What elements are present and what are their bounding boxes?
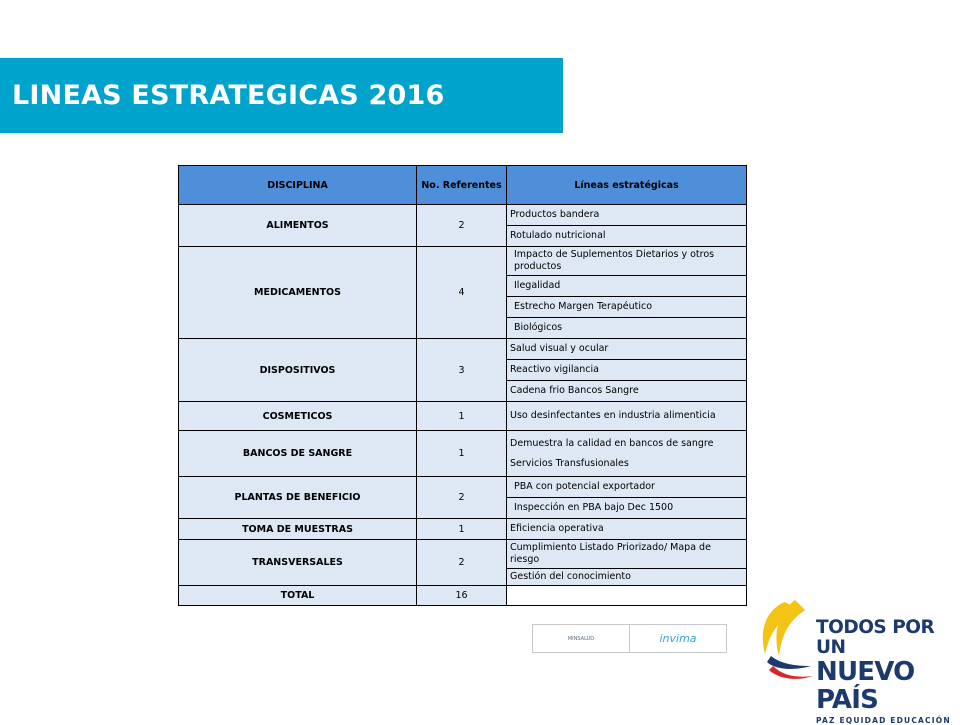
total-value: 16: [417, 586, 507, 606]
strategic-line-cell: Gestión del conocimiento: [507, 569, 747, 586]
page-title: LINEAS ESTRATEGICAS 2016: [12, 80, 445, 111]
strategic-line-cell: Estrecho Margen Terapéutico: [507, 297, 747, 318]
strategic-line-text: Servicios Transfusionales: [510, 457, 629, 469]
total-row: [179, 586, 747, 606]
table-row: [179, 205, 747, 226]
referents-cell: 1: [417, 519, 507, 540]
strategic-line-cell: Cumplimiento Listado Priorizado/ Mapa de riesgo: [507, 540, 747, 569]
slogan-line-3: PAZ EQUIDAD EDUCACIÓN: [816, 716, 951, 725]
discipline-cell: MEDICAMENTOS: [179, 247, 417, 339]
strategic-line-cell: Biológicos: [507, 318, 747, 339]
table-row: [179, 477, 747, 498]
strategic-line-cell: Rotulado nutricional: [507, 226, 747, 247]
header-discipline: DISCIPLINA: [179, 166, 417, 205]
empty-cell: [507, 586, 747, 606]
title-banner: [0, 58, 563, 133]
table-row: [179, 519, 747, 540]
institution-logos: [532, 624, 727, 653]
table-row: [179, 540, 747, 569]
strategic-line-cell: Productos bandera: [507, 205, 747, 226]
ministry-logo: [533, 625, 629, 652]
referents-cell: 3: [417, 339, 507, 402]
slogan-line-2: NUEVO PAÍS: [816, 657, 915, 715]
table-row: [179, 402, 747, 431]
strategic-line-cell: [507, 431, 747, 477]
table-row: [179, 431, 747, 477]
header-referents: No. Referentes: [417, 166, 507, 205]
ministry-logo-text: MINSALUD: [567, 635, 595, 642]
discipline-cell: PLANTAS DE BENEFICIO: [179, 477, 417, 519]
table-row: [179, 339, 747, 360]
table-header-row: [179, 166, 747, 205]
strategic-line-cell: Salud visual y ocular: [507, 339, 747, 360]
referents-cell: 2: [417, 477, 507, 519]
strategic-line-cell: Eficiencia operativa: [507, 519, 747, 540]
discipline-cell: TOMA DE MUESTRAS: [179, 519, 417, 540]
strategic-line-cell: PBA con potencial exportador: [507, 477, 747, 498]
total-label: TOTAL: [179, 586, 417, 606]
strategic-line-cell: Uso desinfectantes en industria alimenticia: [507, 402, 747, 431]
strategic-line-cell: Cadena frio Bancos Sangre: [507, 381, 747, 402]
discipline-cell: COSMETICOS: [179, 402, 417, 431]
discipline-cell: BANCOS DE SANGRE: [179, 431, 417, 477]
header-strategic-lines: Líneas estratégicas: [507, 166, 747, 205]
strategic-line-cell: Impacto de Suplementos Dietarios y otros productos: [507, 247, 747, 276]
strategic-lines-table: [178, 165, 747, 606]
strategic-line-cell: Reactivo vigilancia: [507, 360, 747, 381]
referents-cell: 2: [417, 205, 507, 247]
referents-cell: 2: [417, 540, 507, 586]
discipline-cell: TRANSVERSALES: [179, 540, 417, 586]
strategic-line-cell: Ilegalidad: [507, 276, 747, 297]
referents-cell: 4: [417, 247, 507, 339]
strategic-line-cell: Inspección en PBA bajo Dec 1500: [507, 498, 747, 519]
invima-logo: [629, 625, 726, 652]
strategic-line-text: Demuestra la calidad en bancos de sangre: [510, 437, 714, 449]
discipline-cell: DISPOSITIVOS: [179, 339, 417, 402]
slogan-line-1: TODOS POR UN: [816, 617, 935, 658]
discipline-cell: ALIMENTOS: [179, 205, 417, 247]
government-slogan: [816, 618, 956, 725]
referents-cell: 1: [417, 402, 507, 431]
invima-logo-text: invima: [659, 632, 697, 645]
table-row: [179, 247, 747, 276]
referents-cell: 1: [417, 431, 507, 477]
